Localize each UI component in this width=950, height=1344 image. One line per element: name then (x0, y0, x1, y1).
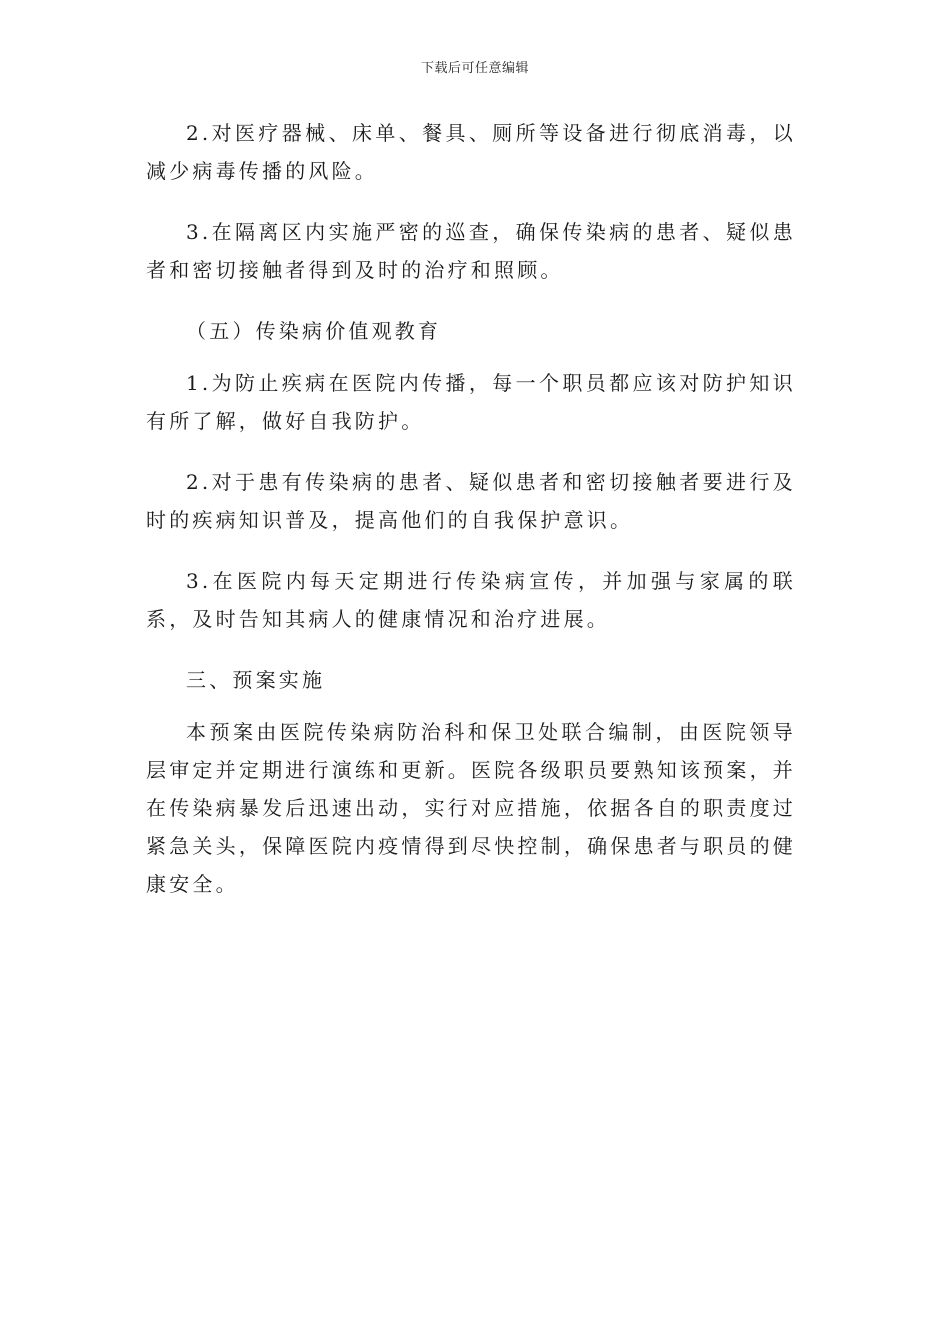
paragraph-knowledge-popularization: 2.对于患有传染病的患者、疑似患者和密切接触者要进行及时的疾病知识普及，提高他们的自我保护意识。 (146, 470, 796, 532)
paragraph-disinfection: 2.对医疗器械、床单、餐具、厕所等设备进行彻底消毒，以减少病毒传播的风险。 (146, 121, 796, 183)
paragraph-plan-implementation: 本预案由医院传染病防治科和保卫处联合编制，由医院领导层审定并定期进行演练和更新。医院各级职员要熟知该预案，并在传染病暴发后迅速出动，实行对应措施，依据各自的职责度过紧急关头，保障医院内疫情得到尽快控制，确保患者与职员的健康安全。 (146, 720, 796, 896)
paragraph-publicity: 3.在医院内每天定期进行传染病宣传，并加强与家属的联系，及时告知其病人的健康情况和治疗进展。 (146, 569, 796, 631)
section-heading-education: （五）传染病价值观教育 (186, 319, 442, 343)
paragraph-staff-protection: 1.为防止疾病在医院内传播，每一个职员都应该对防护知识有所了解，做好自我防护。 (146, 371, 796, 433)
header-note: 下载后可任意编辑 (420, 61, 529, 76)
paragraph-isolation-patrol: 3.在隔离区内实施严密的巡查，确保传染病的患者、疑似患者和密切接触者得到及时的治疗和照顾。 (146, 220, 796, 282)
document-body (146, 114, 796, 926)
section-heading-implementation: 三、预案实施 (186, 668, 326, 692)
